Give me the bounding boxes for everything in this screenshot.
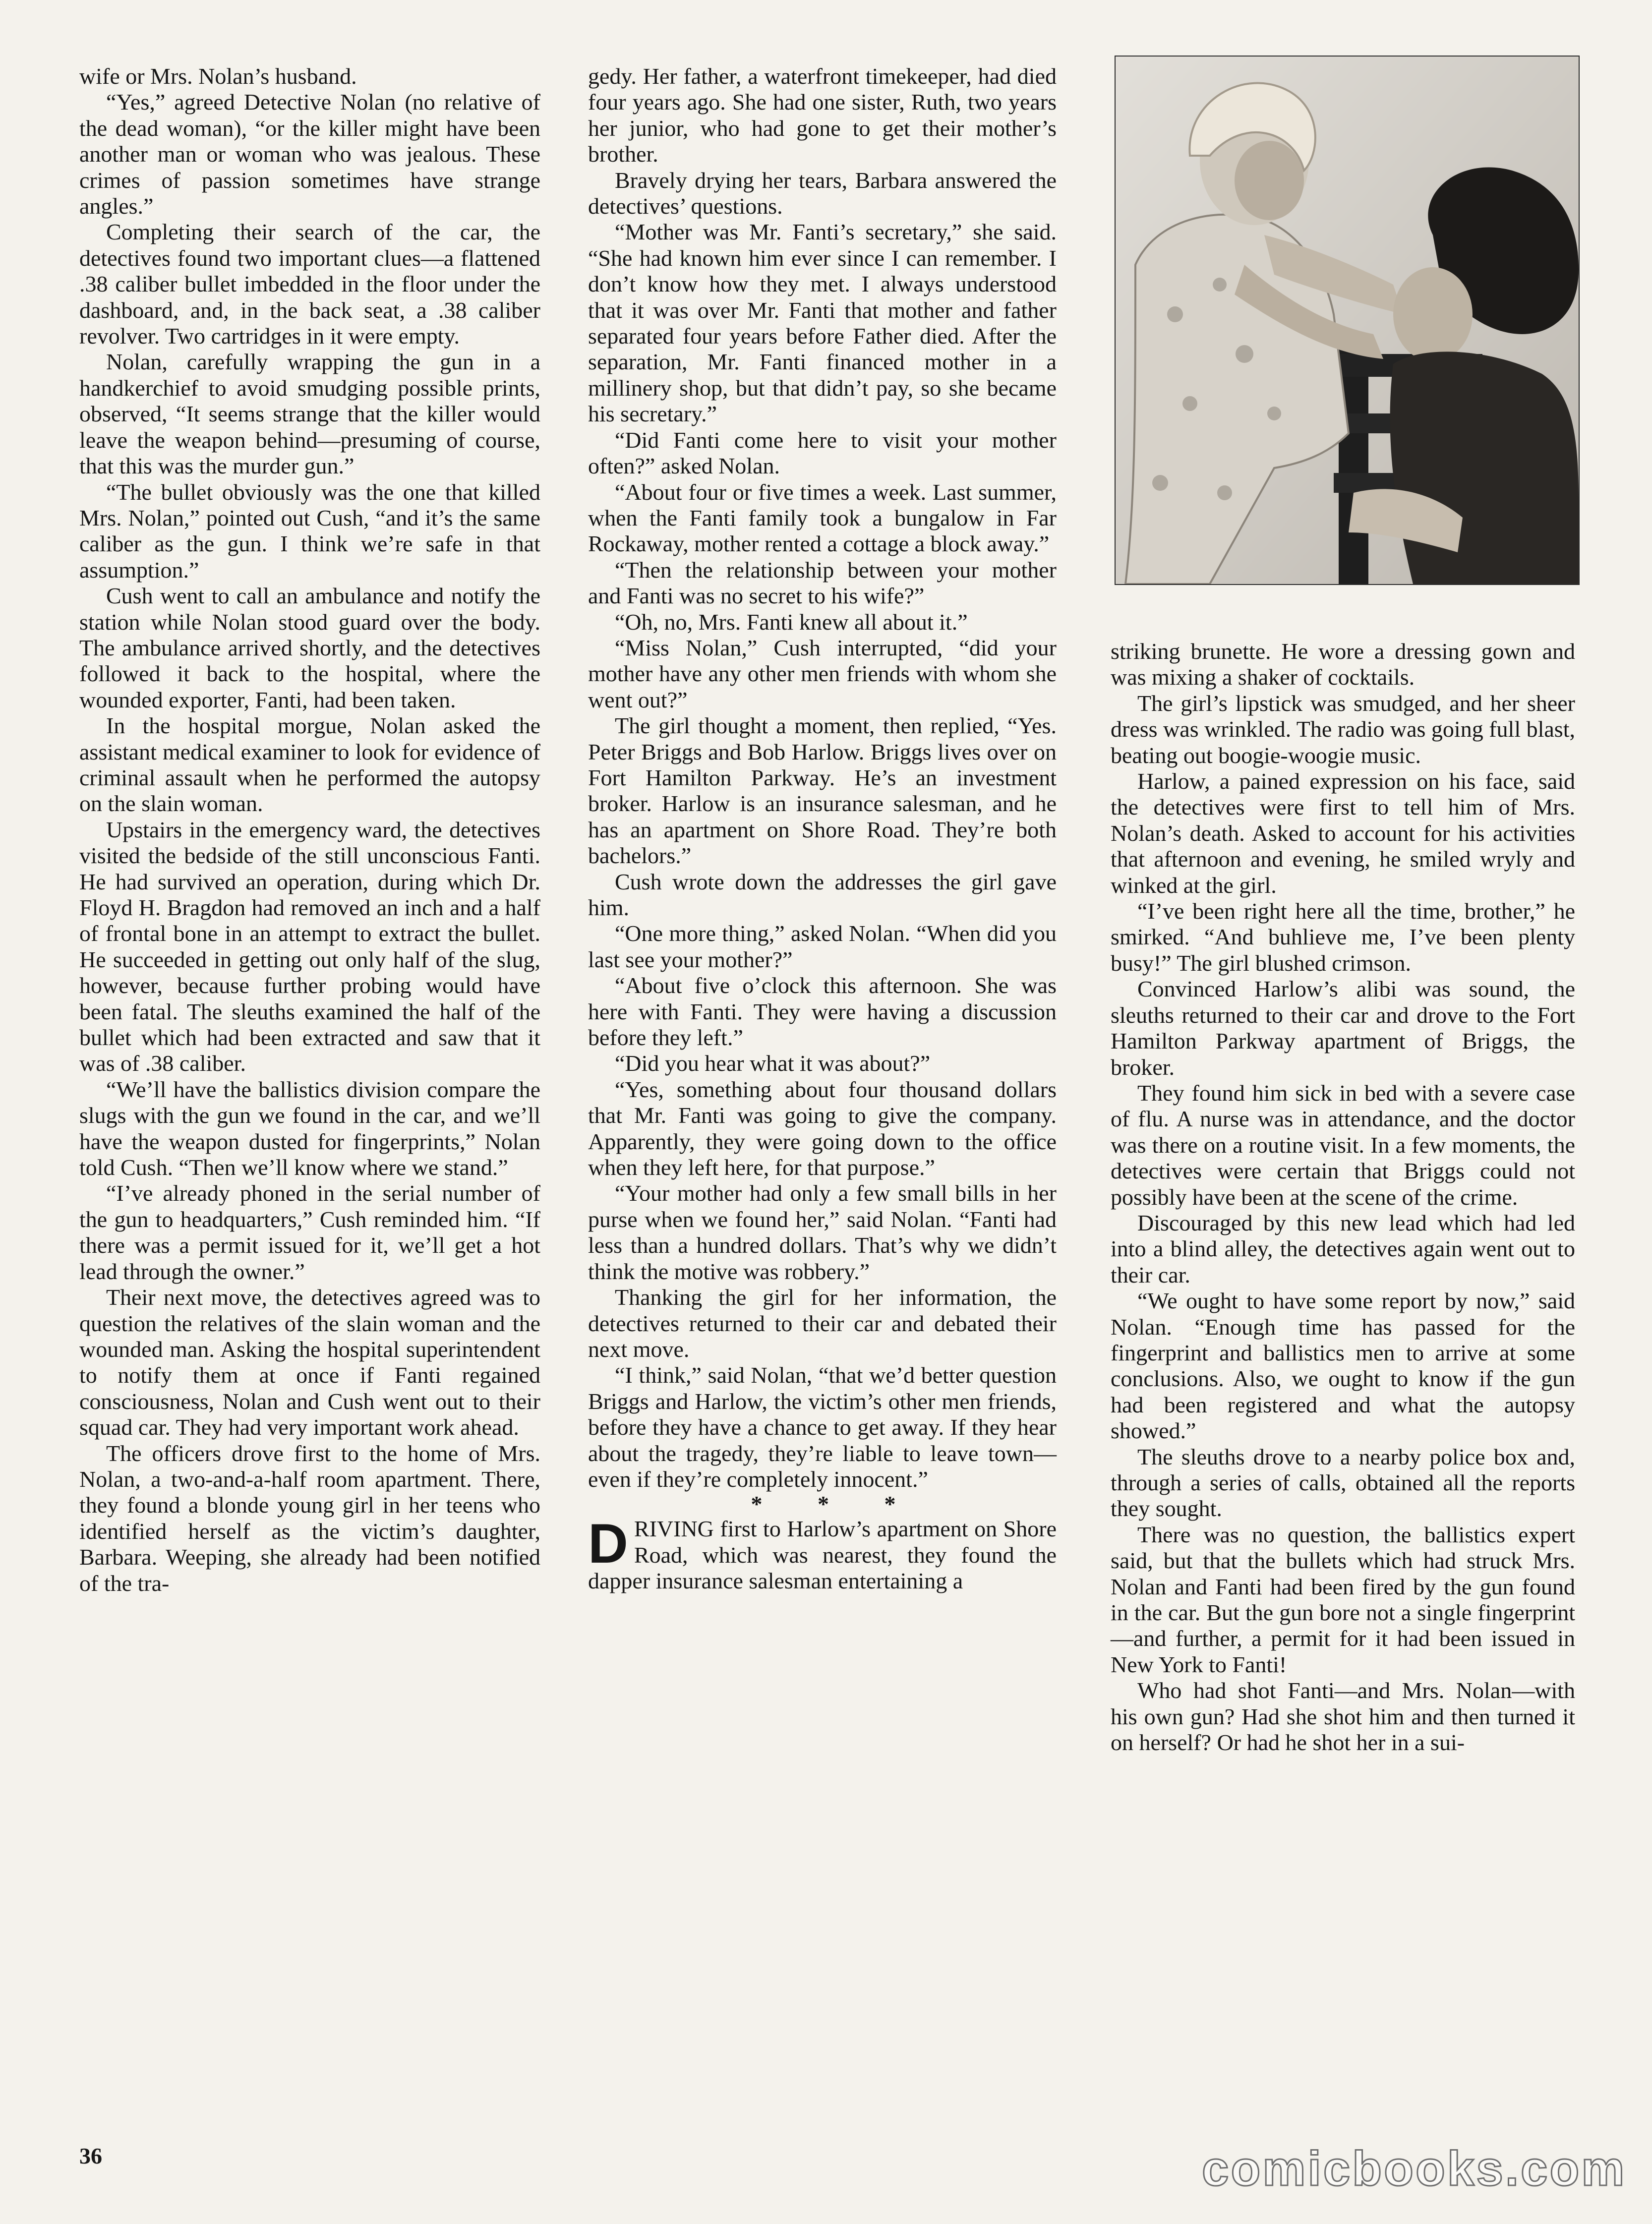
paragraph: Their next move, the detectives agreed was to question the relatives of the slain woman and the wounded man. Asking the hospital superintendent to notify them at once if Fanti regained consciousness, Nolan and Cush went out to their squad car. They had very important work ahead.	[79, 1285, 540, 1440]
paragraph: “We’ll have the ballistics division compare the slugs with the gun we found in the car, and we’ll have the weapon dusted for fingerprints,” Nolan told Cush. “Then we’ll know where we stand.”	[79, 1076, 540, 1180]
paragraph: They found him sick in bed with a severe case of flu. A nurse was in attendance, and the doctor was there on a routine visit. In a few moments, the detectives were certain that Briggs could not possibly have been at the scene of the crime.	[1111, 1080, 1575, 1210]
page-number: 36	[79, 2143, 102, 2168]
paragraph: “Yes, something about four thousand dollars that Mr. Fanti was going to give the company. Apparently, they were going down to the office when they left here, for that purpose.”	[588, 1076, 1057, 1180]
paragraph: Thanking the girl for her information, the detectives returned to their car and debated their next move.	[588, 1285, 1057, 1362]
paragraph: gedy. Her father, a waterfront timekeeper, had died four years ago. She had one sister, Ruth, two years her junior, who had gone to get their mother’s brother.	[588, 63, 1057, 167]
paragraph: “About five o’clock this afternoon. She was here with Fanti. They were having a discussion before they left.”	[588, 973, 1057, 1051]
dropcap-paragraph	[588, 1513, 1057, 1594]
paragraph: “I’ve already phoned in the serial number of the gun to headquarters,” Cush reminded him. “If there was a permit issued for it, we’ll get a hot lead through the owner.”	[79, 1180, 540, 1284]
paragraph: “Did you hear what it was about?”	[615, 1051, 931, 1076]
paragraph: The sleuths drove to a nearby police box and, through a series of calls, obtained all the reports they sought.	[1111, 1444, 1575, 1522]
paragraph: “Did Fanti come here to visit your mother often?” asked Nolan.	[588, 427, 1057, 479]
paragraph: striking brunette. He wore a dressing gown and was mixing a shaker of cocktails.	[1111, 639, 1575, 690]
paragraph: wife or Mrs. Nolan’s husband.	[79, 63, 357, 89]
section-separator: * * *	[751, 1491, 921, 1517]
paragraph: “Your mother had only a few small bills in her purse when we found her,” said Nolan. “Fanti had less than a hundred dollars. That’s why we didn’t think the motive was robbery.”	[588, 1180, 1057, 1284]
paragraph: “Mother was Mr. Fanti’s secretary,” she said. “She had known him ever since I can remember. I don’t know how they met. I always understood that it was over Mr. Fanti that mother and father separated four years before Father died. After the separation, Mr. Fanti financed mother in a millinery shop, but that didn’t pay, so she became his secretary.”	[588, 219, 1057, 427]
paragraph: Cush wrote down the addresses the girl gave him.	[588, 869, 1057, 920]
paragraph: Harlow, a pained expression on his face, said the detectives were first to tell him of Mrs. Nolan’s death. Asked to account for his activities that afternoon and evening, he smiled wryly and winked at the girl.	[1111, 768, 1575, 898]
paragraph: Cush went to call an ambulance and notify the station while Nolan stood guard over the body. The ambulance arrived shortly, and the detectives followed it back to the hospital, where the wounded exporter, Fanti, had been taken.	[79, 583, 540, 712]
paragraph: “Oh, no, Mrs. Fanti knew all about it.”	[615, 609, 968, 635]
dropcap-paragraph-text: RIVING first to Harlow’s apartment on Shore Road, which was nearest, they found the dapper insurance salesman entertaining a	[588, 1516, 1057, 1594]
paragraph: “I’ve been right here all the time, brother,” he smirked. “And buhlieve me, I’ve been plenty busy!” The girl blushed crimson.	[1111, 898, 1575, 976]
paragraph: “The bullet obviously was the one that killed Mrs. Nolan,” pointed out Cush, “and it’s the same caliber as the gun. I think we’re safe in that assumption.”	[79, 479, 540, 583]
paragraph: In the hospital morgue, Nolan asked the assistant medical examiner to look for evidence of criminal assault when he performed the autopsy on the slain woman.	[79, 713, 540, 817]
paragraph: There was no question, the ballistics expert said, but that the bullets which had struck Mrs. Nolan and Fanti had been fired by the gun found in the car. But the gun bore not a single fingerprint—and further, a permit for it had been issued in New York to Fanti!	[1111, 1522, 1575, 1677]
paragraph: “Then the relationship between your mother and Fanti was no secret to his wife?”	[588, 557, 1057, 609]
paragraph: The girl’s lipstick was smudged, and her sheer dress was wrinkled. The radio was going full blast, beating out boogie-woogie music.	[1111, 690, 1575, 768]
article-column-right	[1111, 639, 1575, 1756]
paragraph: “About four or five times a week. Last summer, when the Fanti family took a bungalow in Far Rockaway, mother rented a cottage a block away.”	[588, 479, 1057, 557]
photo-illustration	[1116, 57, 1579, 584]
paragraph: The officers drove first to the home of Mrs. Nolan, a two-and-a-half room apartment. There, they found a blonde young girl in her teens who identified herself as the victim’s daughter, Barbara. Weeping, she already had been notified of the tra-	[79, 1440, 540, 1596]
paragraph: Upstairs in the emergency ward, the detectives visited the bedside of the still unconscious Fanti. He had survived an operation, during which Dr. Floyd H. Bragdon had removed an inch and a half of frontal bone in an attempt to extract the bullet. He succeeded in getting out only half of the slug, however, because further probing would have been fatal. The sleuths examined the half of the bullet which had been extracted and saw that it was of .38 caliber.	[79, 817, 540, 1076]
photo-woman-restraining-woman	[1115, 56, 1580, 585]
paragraph: Discouraged by this new lead which had led into a blind alley, the detectives again went out to their car.	[1111, 1210, 1575, 1288]
article-column-left	[79, 63, 540, 1596]
site-watermark: comicbooks.com	[1202, 2141, 1627, 2196]
drop-cap: D	[588, 1513, 628, 1575]
paragraph: Bravely drying her tears, Barbara answered the detectives’ questions.	[588, 167, 1057, 219]
middle-column-paragraphs	[588, 63, 1057, 1492]
paragraph: “We ought to have some report by now,” said Nolan. “Enough time has passed for the fingerprint and ballistics men to arrive at some conclusions. Also, we ought to know if the gun had been registered and what the autopsy showed.”	[1111, 1288, 1575, 1444]
article-column-middle	[588, 63, 1057, 1594]
paragraph: Completing their search of the car, the detectives found two important clues—a flattened .38 caliber bullet imbedded in the floor under the dashboard, and, in the back seat, a .38 caliber revolver. Two cartridges in it were empty.	[79, 219, 540, 349]
paragraph: “Miss Nolan,” Cush interrupted, “did your mother have any other men friends with whom she went out?”	[588, 635, 1057, 712]
paragraph: “I think,” said Nolan, “that we’d better question Briggs and Harlow, the victim’s other men friends, before they have a chance to get away. If they hear about the tragedy, they’re liable to leave town—even if they’re completely innocent.”	[588, 1362, 1057, 1492]
paragraph: Convinced Harlow’s alibi was sound, the sleuths returned to their car and drove to the Fort Hamilton Parkway apartment of Briggs, the broker.	[1111, 976, 1575, 1080]
paragraph: The girl thought a moment, then replied, “Yes. Peter Briggs and Bob Harlow. Briggs lives over on Fort Hamilton Parkway. He’s an investment broker. Harlow is an insurance salesman, and he has an apartment on Shore Road. They’re both bachelors.”	[588, 713, 1057, 869]
paragraph: Nolan, carefully wrapping the gun in a handkerchief to avoid smudging possible prints, observed, “It seems strange that the killer would leave the weapon behind—presuming of course, that this was the murder gun.”	[79, 349, 540, 479]
paragraph: “Yes,” agreed Detective Nolan (no relative of the dead woman), “or the killer might have been another man or woman who was jealous. These crimes of passion sometimes have strange angles.”	[79, 89, 540, 219]
paragraph: Who had shot Fanti—and Mrs. Nolan—with his own gun? Had she shot him and then turned it on herself? Or had he shot her in a sui-	[1111, 1678, 1575, 1756]
paragraph: “One more thing,” asked Nolan. “When did you last see your mother?”	[588, 921, 1057, 972]
